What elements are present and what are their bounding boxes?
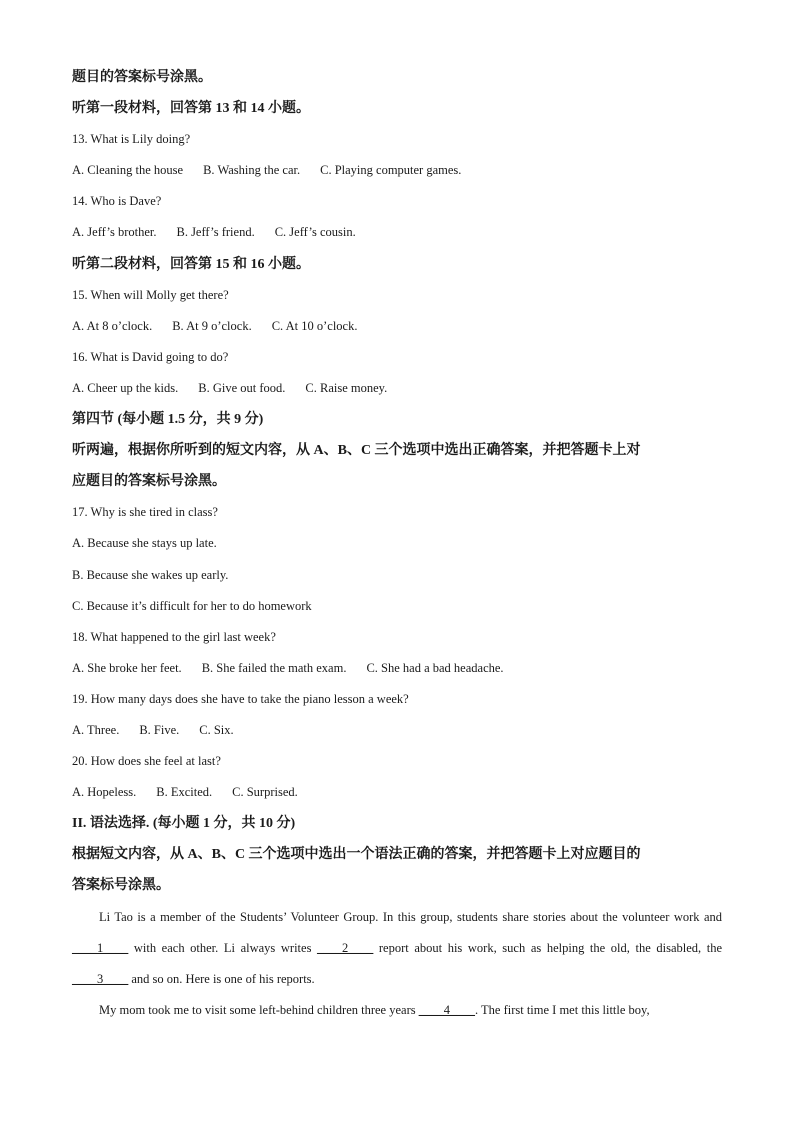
option-b: B. Five. <box>139 722 180 737</box>
blank-4: ____4____ <box>418 1002 475 1017</box>
question-16: 16. What is David going to do? <box>72 349 229 364</box>
question-18: 18. What happened to the girl last week? <box>72 629 276 644</box>
option-a: A. At 8 o’clock. <box>72 318 153 333</box>
option-c: C. Jeff’s cousin. <box>274 225 356 240</box>
grammar-section-instruction-continued: 答案标号涂黑。 <box>72 878 170 894</box>
section-4-instruction-continued: 应题目的答案标号涂黑。 <box>72 474 226 490</box>
blank-3: ____3____ <box>72 971 129 986</box>
option-b: B. Give out food. <box>198 380 286 395</box>
question-17-option-a: A. Because she stays up late. <box>72 536 217 551</box>
question-17-option-c: C. Because it’s difficult for her to do homework <box>72 598 312 613</box>
option-b: B. Excited. <box>156 785 213 800</box>
question-20: 20. How does she feel at last? <box>72 754 221 769</box>
question-17-option-b: B. Because she wakes up early. <box>72 567 229 582</box>
question-13-options <box>72 155 722 186</box>
option-c: C. At 10 o’clock. <box>271 318 358 333</box>
question-14-options <box>72 217 722 248</box>
question-13: 13. What is Lily doing? <box>72 132 191 147</box>
option-a: A. Jeff’s brother. <box>72 225 157 240</box>
option-b: B. She failed the math exam. <box>201 660 347 675</box>
section-heading-part1: 听第一段材料，回答第 13 和 14 小题。 <box>72 101 310 117</box>
question-15-options <box>72 311 722 342</box>
option-c: C. Playing computer games. <box>320 163 462 178</box>
option-a: A. Cheer up the kids. <box>72 380 179 395</box>
section-4-heading: 第四节 (每小题 1.5 分，共 9 分) <box>72 412 264 428</box>
passage-paragraph-2: My mom took me to visit some left-behind children three years ____4____. The first time I met this little boy, <box>99 1002 650 1017</box>
option-a: A. She broke her feet. <box>72 660 182 675</box>
question-16-options <box>72 373 722 404</box>
blank-2: ____2____ <box>317 940 374 955</box>
grammar-section-instruction: 根据短文内容，从 A、B、C 三个选项中选出一个语法正确的答案，并把答题卡上对应题目的 <box>72 847 641 863</box>
question-18-options <box>72 653 722 684</box>
question-15: 15. When will Molly get there? <box>72 287 229 302</box>
section-heading-part2: 听第二段材料，回答第 15 和 16 小题。 <box>72 256 310 272</box>
question-17: 17. Why is she tired in class? <box>72 505 218 520</box>
section-4-instruction: 听两遍，根据你所听到的短文内容，从 A、B、C 三个选项中选出正确答案，并把答题卡上对 <box>72 443 641 459</box>
option-b: B. Washing the car. <box>203 163 301 178</box>
option-a: A. Hopeless. <box>72 785 137 800</box>
option-a: A. Cleaning the house <box>72 163 184 178</box>
option-a: A. Three. <box>72 722 120 737</box>
option-b: B. Jeff’s friend. <box>176 225 255 240</box>
exam-page <box>72 62 722 1026</box>
instruction-continued: 题目的答案标号涂黑。 <box>72 70 212 85</box>
question-19: 19. How many days does she have to take the piano lesson a week? <box>72 691 409 706</box>
question-20-options <box>72 777 722 808</box>
question-19-options <box>72 715 722 746</box>
option-c: C. Six. <box>199 722 234 737</box>
option-c: C. Raise money. <box>305 380 388 395</box>
grammar-section-heading: II. 语法选择. (每小题 1 分，共 10 分) <box>72 816 296 832</box>
option-c: C. Surprised. <box>232 785 298 800</box>
option-c: C. She had a bad headache. <box>366 660 504 675</box>
passage-paragraph-1: Li Tao is a member of the Students’ Volunteer Group. In this group, students share stories about the volunteer work and ____1____ with each other. Li always writes ____2____ report about his work, such as helping the old, the disabled, the ____3____ and so on. Here is one of his reports. <box>72 909 723 986</box>
question-14: 14. Who is Dave? <box>72 194 162 209</box>
option-b: B. At 9 o’clock. <box>172 318 252 333</box>
blank-1: ____1____ <box>72 940 129 955</box>
